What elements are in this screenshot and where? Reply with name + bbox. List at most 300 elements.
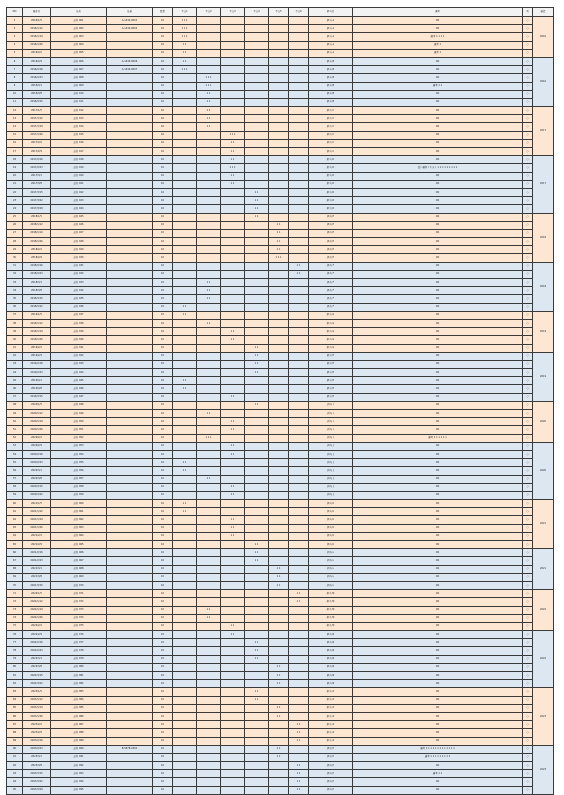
table-cell: [289, 131, 309, 139]
table-row[interactable]: [7, 123, 554, 131]
table-row[interactable]: [7, 197, 554, 205]
table-cell: OK: [353, 647, 523, 655]
table-cell: 担当 I: [309, 434, 353, 442]
table-cell: 22: [7, 188, 23, 196]
column-header[interactable]: 検査日: [23, 8, 51, 17]
table-row[interactable]: [7, 786, 554, 794]
table-cell: [245, 336, 269, 344]
table-row[interactable]: [7, 614, 554, 622]
table-row[interactable]: [7, 90, 554, 98]
table-cell: [289, 663, 309, 671]
table-cell: [289, 49, 309, 57]
table-cell: [221, 33, 245, 41]
table-cell: 2023/1/12: [23, 696, 51, 704]
table-row[interactable]: [7, 491, 554, 499]
table-cell: [289, 221, 309, 229]
table-row[interactable]: [7, 17, 554, 25]
table-cell: [173, 98, 197, 106]
table-cell: 10: [153, 57, 173, 65]
table-row[interactable]: [7, 483, 554, 491]
table-cell: 31: [7, 262, 23, 270]
table-row[interactable]: [7, 319, 554, 327]
table-cell: ○: [523, 139, 533, 147]
table-row[interactable]: [7, 565, 554, 573]
table-row[interactable]: [7, 262, 554, 270]
table-cell: [107, 336, 153, 344]
table-row[interactable]: [7, 98, 554, 106]
table-cell: 品名 065: [51, 541, 107, 549]
table-cell: [269, 696, 289, 704]
table-cell: ○: [523, 344, 533, 352]
column-header[interactable]: 担当者: [309, 8, 353, 17]
table-row[interactable]: [7, 770, 554, 778]
table-row[interactable]: [7, 164, 554, 172]
table-cell: 品名 073: [51, 606, 107, 614]
table-cell: 品名 041: [51, 344, 107, 352]
table-cell: [221, 401, 245, 409]
table-cell: 2016/2/16: [23, 66, 51, 74]
column-header[interactable]: 不良4: [245, 8, 269, 17]
table-row[interactable]: [7, 745, 554, 753]
table-row[interactable]: [7, 57, 554, 65]
table-cell: [197, 369, 221, 377]
table-row[interactable]: [7, 418, 554, 426]
table-row[interactable]: [7, 672, 554, 680]
table-cell: [221, 598, 245, 606]
table-cell: [221, 655, 245, 663]
table-cell: 担当 P: [309, 745, 353, 753]
table-cell: [245, 753, 269, 761]
table-cell: [107, 712, 153, 720]
table-cell: 担当 F: [309, 287, 353, 295]
table-cell: 品名 076: [51, 631, 107, 639]
table-cell: [269, 590, 289, 598]
table-row[interactable]: [7, 557, 554, 565]
table-cell: [289, 459, 309, 467]
table-cell: ○: [523, 467, 533, 475]
table-cell: [107, 475, 153, 483]
table-cell: 30: [7, 254, 23, 262]
table-cell: 63: [7, 524, 23, 532]
table-cell: [173, 139, 197, 147]
table-cell: 4: [7, 41, 23, 49]
table-cell: 2023/3/15: [23, 770, 51, 778]
table-cell: 10: [153, 287, 173, 295]
table-cell: 1 1: [245, 647, 269, 655]
table-cell: 1 1: [173, 459, 197, 467]
table-cell: 担当 D: [309, 156, 353, 164]
table-row[interactable]: [7, 590, 554, 598]
table-cell: [269, 393, 289, 401]
table-row[interactable]: [7, 254, 554, 262]
table-row[interactable]: [7, 115, 554, 123]
table-row[interactable]: [7, 25, 554, 33]
table-cell: 10: [153, 246, 173, 254]
table-cell: OK: [353, 442, 523, 450]
table-cell: 品名 059: [51, 491, 107, 499]
table-cell: [173, 279, 197, 287]
table-row[interactable]: [7, 631, 554, 639]
table-cell: [269, 524, 289, 532]
table-row[interactable]: [7, 696, 554, 704]
table-cell: 10: [153, 696, 173, 704]
table-cell: [107, 663, 153, 671]
table-row[interactable]: [7, 393, 554, 401]
table-cell: ○: [523, 557, 533, 565]
table-row[interactable]: [7, 508, 554, 516]
table-row[interactable]: [7, 238, 554, 246]
table-cell: [221, 770, 245, 778]
table-cell: [173, 647, 197, 655]
table-row[interactable]: [7, 295, 554, 303]
table-cell: 1 1: [173, 311, 197, 319]
table-row[interactable]: [7, 729, 554, 737]
table-cell: [173, 762, 197, 770]
table-row[interactable]: [7, 532, 554, 540]
table-cell: 担当 E: [309, 246, 353, 254]
table-cell: ○: [523, 459, 533, 467]
table-cell: 6: [7, 57, 23, 65]
table-cell: [221, 41, 245, 49]
table-row[interactable]: [7, 344, 554, 352]
table-cell: [269, 737, 289, 745]
table-cell: OK: [353, 549, 523, 557]
table-row[interactable]: [7, 180, 554, 188]
table-cell: 担当 E: [309, 221, 353, 229]
table-row[interactable]: [7, 410, 554, 418]
table-cell: [197, 17, 221, 25]
table-row[interactable]: [7, 737, 554, 745]
table-row[interactable]: [7, 442, 554, 450]
table-cell: [221, 287, 245, 295]
table-cell: 10: [153, 516, 173, 524]
table-cell: [289, 483, 309, 491]
table-cell: 担当 N: [309, 672, 353, 680]
table-cell: [107, 770, 153, 778]
table-cell: OK: [353, 17, 523, 25]
table-cell: 担当 N: [309, 639, 353, 647]
table-row[interactable]: [7, 49, 554, 57]
table-row[interactable]: [7, 156, 554, 164]
table-cell: 2018/1/5: [23, 213, 51, 221]
table-cell: [197, 467, 221, 475]
table-row[interactable]: [7, 229, 554, 237]
table-row[interactable]: [7, 270, 554, 278]
table-cell: ○: [523, 737, 533, 745]
table-cell: ○: [523, 475, 533, 483]
table-cell: [107, 270, 153, 278]
table-cell: [245, 246, 269, 254]
table-row[interactable]: [7, 549, 554, 557]
table-cell: 2: [7, 25, 23, 33]
table-row[interactable]: [7, 33, 554, 41]
table-cell: [173, 180, 197, 188]
column-header[interactable]: 不良2: [197, 8, 221, 17]
table-cell: [107, 606, 153, 614]
table-row[interactable]: [7, 516, 554, 524]
table-cell: 2017/3/29: [23, 205, 51, 213]
table-row[interactable]: [7, 598, 554, 606]
table-cell: 10: [153, 622, 173, 630]
table-cell: 1 1: [221, 631, 245, 639]
table-cell: [245, 762, 269, 770]
table-cell: 2019/1/26: [23, 336, 51, 344]
table-cell: OK: [353, 401, 523, 409]
table-cell: 備考 1: [353, 41, 523, 49]
table-cell: 1 1: [289, 786, 309, 794]
table-cell: 品名 070: [51, 581, 107, 589]
table-cell: [245, 426, 269, 434]
table-cell: 1 1: [221, 328, 245, 336]
table-cell: [197, 696, 221, 704]
table-cell: OK: [353, 500, 523, 508]
table-cell: [173, 442, 197, 450]
table-row[interactable]: [7, 311, 554, 319]
table-cell: [197, 532, 221, 540]
table-cell: 10: [153, 434, 173, 442]
table-cell: 1 1: [197, 115, 221, 123]
table-row[interactable]: [7, 246, 554, 254]
column-header[interactable]: 品番: [107, 8, 153, 17]
table-cell: [107, 647, 153, 655]
table-cell: 57: [7, 475, 23, 483]
table-cell: [289, 33, 309, 41]
table-cell: 10: [153, 254, 173, 262]
table-cell: 62: [7, 516, 23, 524]
table-row[interactable]: [7, 131, 554, 139]
table-row[interactable]: [7, 704, 554, 712]
table-row[interactable]: [7, 426, 554, 434]
table-row[interactable]: [7, 467, 554, 475]
table-cell: OK: [353, 131, 523, 139]
table-cell: 10: [153, 614, 173, 622]
column-header[interactable]: 備考: [353, 8, 523, 17]
table-row[interactable]: [7, 107, 554, 115]
table-row[interactable]: [7, 66, 554, 74]
table-cell: 1 1: [197, 98, 221, 106]
table-row[interactable]: [7, 148, 554, 156]
table-row[interactable]: [7, 581, 554, 589]
table-cell: 2018/3/15: [23, 295, 51, 303]
table-cell: 2019/2/23: [23, 369, 51, 377]
table-cell: 2022/3/1: [23, 655, 51, 663]
table-row[interactable]: [7, 328, 554, 336]
table-cell: 2020/2/23: [23, 459, 51, 467]
table-row[interactable]: [7, 663, 554, 671]
table-cell: 品名 010: [51, 90, 107, 98]
table-cell: [269, 450, 289, 458]
table-cell: [173, 483, 197, 491]
table-cell: 10: [153, 295, 173, 303]
table-cell: [245, 74, 269, 82]
table-cell: ○: [523, 647, 533, 655]
table-row[interactable]: [7, 680, 554, 688]
table-cell: OK: [353, 475, 523, 483]
table-row[interactable]: [7, 221, 554, 229]
column-header[interactable]: 数量: [153, 8, 173, 17]
table-cell: 品名 055: [51, 459, 107, 467]
table-cell: ○: [523, 663, 533, 671]
table-cell: [107, 459, 153, 467]
table-row[interactable]: [7, 213, 554, 221]
table-cell: 2020/1/12: [23, 410, 51, 418]
table-cell: [289, 565, 309, 573]
table-row[interactable]: [7, 524, 554, 532]
table-row[interactable]: [7, 622, 554, 630]
table-cell: [173, 712, 197, 720]
table-row[interactable]: [7, 500, 554, 508]
table-cell: ○: [523, 279, 533, 287]
table-cell: [245, 516, 269, 524]
table-cell: [245, 680, 269, 688]
table-cell: ○: [523, 164, 533, 172]
table-row[interactable]: [7, 647, 554, 655]
table-cell: 1 1: [221, 156, 245, 164]
column-header[interactable]: 不良6: [289, 8, 309, 17]
table-row[interactable]: [7, 655, 554, 663]
table-cell: ○: [523, 745, 533, 753]
column-header[interactable]: 確認: [533, 8, 554, 17]
table-cell: [173, 295, 197, 303]
table-cell: [173, 246, 197, 254]
table-cell: [197, 663, 221, 671]
table-row[interactable]: [7, 541, 554, 549]
table-row[interactable]: [7, 401, 554, 409]
table-row[interactable]: [7, 205, 554, 213]
table-row[interactable]: [7, 450, 554, 458]
table-row[interactable]: [7, 336, 554, 344]
table-cell: 10: [7, 90, 23, 98]
table-row[interactable]: [7, 41, 554, 49]
table-cell: [197, 549, 221, 557]
table-cell: 品名 003: [51, 33, 107, 41]
table-cell: 担当 J: [309, 483, 353, 491]
table-cell: [221, 303, 245, 311]
table-cell: [221, 565, 245, 573]
table-cell: 担当 K: [309, 500, 353, 508]
table-row[interactable]: [7, 385, 554, 393]
table-cell: [173, 549, 197, 557]
table-cell: 2017/1/5: [23, 107, 51, 115]
table-cell: 1 1: [197, 606, 221, 614]
table-row[interactable]: [7, 721, 554, 729]
table-cell: [269, 557, 289, 565]
table-cell: [269, 352, 289, 360]
table-cell: [197, 270, 221, 278]
table-row[interactable]: [7, 74, 554, 82]
table-cell: 品名 014: [51, 123, 107, 131]
table-row[interactable]: [7, 459, 554, 467]
column-header[interactable]: 判: [523, 8, 533, 17]
table-cell: [245, 483, 269, 491]
table-cell: OK: [353, 107, 523, 115]
table-cell: [289, 549, 309, 557]
table-cell: 担当 C: [309, 123, 353, 131]
table-cell: 10: [153, 238, 173, 246]
table-row[interactable]: [7, 172, 554, 180]
table-cell: 10: [153, 737, 173, 745]
table-cell: 10: [153, 549, 173, 557]
table-row[interactable]: [7, 475, 554, 483]
table-cell: [197, 483, 221, 491]
table-row[interactable]: [7, 303, 554, 311]
table-cell: 担当 A: [309, 49, 353, 57]
table-cell: [245, 148, 269, 156]
table-row[interactable]: [7, 82, 554, 90]
column-header[interactable]: 品名: [51, 8, 107, 17]
table-row[interactable]: [7, 434, 554, 442]
table-cell: [221, 17, 245, 25]
table-row[interactable]: [7, 639, 554, 647]
table-row[interactable]: [7, 753, 554, 761]
table-cell: [197, 238, 221, 246]
table-row[interactable]: [7, 188, 554, 196]
table-cell: [245, 139, 269, 147]
table-cell: [173, 516, 197, 524]
table-cell: OK: [353, 622, 523, 630]
table-row[interactable]: [7, 352, 554, 360]
table-cell: [269, 500, 289, 508]
table-cell: [269, 532, 289, 540]
table-cell: 1 1: [221, 483, 245, 491]
table-cell: 品名 082: [51, 680, 107, 688]
table-cell: [173, 172, 197, 180]
table-row[interactable]: [7, 139, 554, 147]
table-cell: [245, 319, 269, 327]
column-header[interactable]: 不良3: [221, 8, 245, 17]
table-cell: [107, 295, 153, 303]
table-cell: 1 1: [197, 295, 221, 303]
table-cell: OK: [353, 639, 523, 647]
table-cell: [269, 336, 289, 344]
table-cell: [245, 279, 269, 287]
table-cell: 2023/2/2: [23, 721, 51, 729]
table-cell: 品名 090: [51, 745, 107, 753]
table-row[interactable]: [7, 573, 554, 581]
table-row[interactable]: [7, 778, 554, 786]
column-header[interactable]: 不良1: [173, 8, 197, 17]
table-cell: [107, 319, 153, 327]
table-cell: [289, 541, 309, 549]
column-header[interactable]: NO: [7, 8, 23, 17]
table-cell: [197, 33, 221, 41]
table-cell: 品名 011: [51, 98, 107, 106]
table-cell: 品名 048: [51, 401, 107, 409]
table-row[interactable]: [7, 360, 554, 368]
table-cell: ○: [523, 303, 533, 311]
table-row[interactable]: [7, 377, 554, 385]
table-cell: OK: [353, 721, 523, 729]
column-header[interactable]: 不良5: [269, 8, 289, 17]
table-cell: 56: [7, 467, 23, 475]
table-cell: 10: [153, 541, 173, 549]
table-cell: 44: [7, 369, 23, 377]
table-cell: [245, 33, 269, 41]
table-row[interactable]: [7, 712, 554, 720]
table-cell: 1 1: [221, 524, 245, 532]
table-cell: 10: [153, 148, 173, 156]
table-cell: 91: [7, 753, 23, 761]
table-row[interactable]: [7, 279, 554, 287]
table-row[interactable]: [7, 287, 554, 295]
table-row[interactable]: [7, 688, 554, 696]
table-row[interactable]: [7, 369, 554, 377]
table-cell: [269, 139, 289, 147]
table-row[interactable]: [7, 606, 554, 614]
table-row[interactable]: [7, 762, 554, 770]
table-cell: 品名 040: [51, 336, 107, 344]
table-cell: [269, 377, 289, 385]
